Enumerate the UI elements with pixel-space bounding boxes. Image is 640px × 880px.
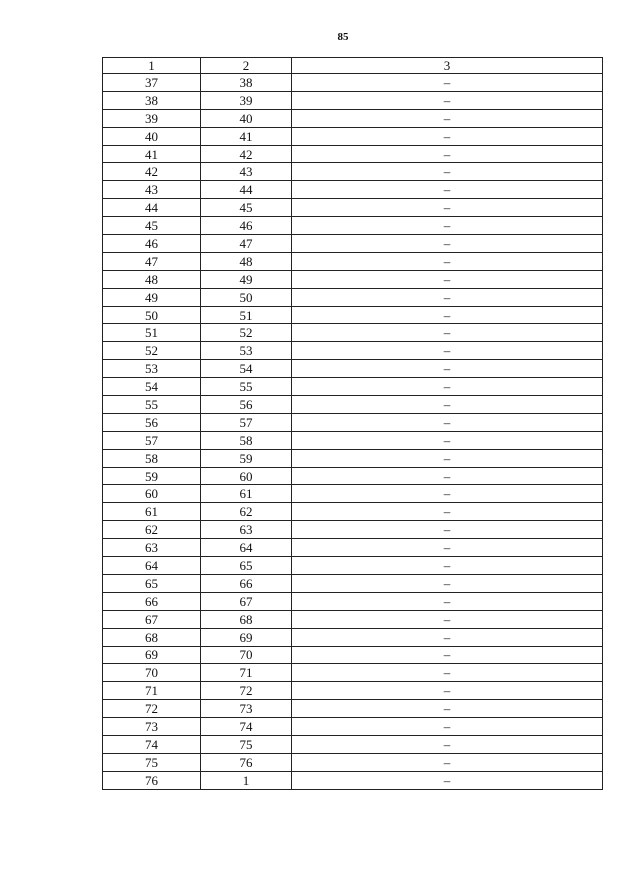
- table-row: [103, 252, 603, 270]
- table-cell-col-2: 50: [201, 288, 292, 306]
- table-cell-col-3: –: [292, 574, 603, 592]
- table-cell-col-1: 56: [103, 413, 201, 431]
- table-cell-col-2: 60: [201, 467, 292, 485]
- table-row: [103, 574, 603, 592]
- table-row: [103, 181, 603, 199]
- table-cell-col-1: 43: [103, 181, 201, 199]
- table-cell-col-2: 51: [201, 306, 292, 324]
- table-cell-col-1: 50: [103, 306, 201, 324]
- table-cell-col-1: 70: [103, 664, 201, 682]
- table-cell-col-1: 53: [103, 360, 201, 378]
- table-cell-col-3: –: [292, 360, 603, 378]
- table-cell-col-3: –: [292, 109, 603, 127]
- table-cell-col-3: –: [292, 413, 603, 431]
- table-cell-col-3: –: [292, 431, 603, 449]
- table-row: [103, 557, 603, 575]
- table-cell-col-1: 76: [103, 771, 201, 789]
- table-cell-col-2: 41: [201, 127, 292, 145]
- table-cell-col-1: 71: [103, 682, 201, 700]
- table-cell-col-1: 75: [103, 753, 201, 771]
- table-row: [103, 664, 603, 682]
- table-row: [103, 91, 603, 109]
- table-cell-col-1: 37: [103, 74, 201, 92]
- table-row: [103, 771, 603, 789]
- table-row: [103, 413, 603, 431]
- table-cell-col-3: –: [292, 646, 603, 664]
- table-cell-col-2: 75: [201, 735, 292, 753]
- table-row: [103, 127, 603, 145]
- table-cell-col-2: 73: [201, 700, 292, 718]
- table-cell-col-3: –: [292, 235, 603, 253]
- table-cell-col-2: 71: [201, 664, 292, 682]
- table-cell-col-2: 55: [201, 378, 292, 396]
- table-cell-col-1: 64: [103, 557, 201, 575]
- table-cell-col-1: 49: [103, 288, 201, 306]
- table-header-row: [103, 58, 603, 74]
- table-cell-col-2: 68: [201, 610, 292, 628]
- table-row: [103, 270, 603, 288]
- table-cell-col-2: 59: [201, 449, 292, 467]
- table-cell-col-2: 1: [201, 771, 292, 789]
- table-cell-col-2: 47: [201, 235, 292, 253]
- table-cell-col-3: –: [292, 378, 603, 396]
- table-cell-col-2: 66: [201, 574, 292, 592]
- table-cell-col-1: 40: [103, 127, 201, 145]
- table-cell-col-2: 74: [201, 718, 292, 736]
- table-cell-col-2: 44: [201, 181, 292, 199]
- table-cell-col-1: 42: [103, 163, 201, 181]
- table-cell-col-1: 63: [103, 539, 201, 557]
- table-cell-col-3: –: [292, 628, 603, 646]
- table-cell-col-1: 69: [103, 646, 201, 664]
- table-cell-col-1: 58: [103, 449, 201, 467]
- table-row: [103, 199, 603, 217]
- table-cell-col-3: –: [292, 127, 603, 145]
- table-cell-col-2: 70: [201, 646, 292, 664]
- table-row: [103, 306, 603, 324]
- table-row: [103, 735, 603, 753]
- table-row: [103, 145, 603, 163]
- table-cell-col-1: 39: [103, 109, 201, 127]
- table-cell-col-3: –: [292, 521, 603, 539]
- table-cell-col-1: 54: [103, 378, 201, 396]
- table-cell-col-1: 73: [103, 718, 201, 736]
- table-cell-col-3: –: [292, 306, 603, 324]
- table-body: [103, 74, 603, 790]
- table-row: [103, 646, 603, 664]
- table-cell-col-3: –: [292, 664, 603, 682]
- table-cell-col-3: –: [292, 467, 603, 485]
- table-cell-col-3: –: [292, 163, 603, 181]
- table-cell-col-2: 46: [201, 217, 292, 235]
- table-cell-col-2: 52: [201, 324, 292, 342]
- table-cell-col-2: 69: [201, 628, 292, 646]
- table-cell-col-2: 49: [201, 270, 292, 288]
- table-cell-col-1: 65: [103, 574, 201, 592]
- table-cell-col-2: 72: [201, 682, 292, 700]
- table-cell-col-3: –: [292, 396, 603, 414]
- table-cell-col-1: 68: [103, 628, 201, 646]
- table-row: [103, 235, 603, 253]
- table-cell-col-2: 40: [201, 109, 292, 127]
- table-cell-col-3: –: [292, 288, 603, 306]
- table-cell-col-1: 47: [103, 252, 201, 270]
- table-cell-col-1: 52: [103, 342, 201, 360]
- table-cell-col-3: –: [292, 145, 603, 163]
- table-cell-col-2: 39: [201, 91, 292, 109]
- table-cell-col-3: –: [292, 682, 603, 700]
- table-row: [103, 753, 603, 771]
- table-cell-col-3: –: [292, 485, 603, 503]
- table-cell-col-3: –: [292, 610, 603, 628]
- table-cell-col-1: 44: [103, 199, 201, 217]
- table-cell-col-1: 60: [103, 485, 201, 503]
- column-header-2: 2: [201, 58, 292, 74]
- table-cell-col-2: 58: [201, 431, 292, 449]
- table-row: [103, 700, 603, 718]
- table-cell-col-3: –: [292, 592, 603, 610]
- table-cell-col-3: –: [292, 753, 603, 771]
- table-cell-col-3: –: [292, 74, 603, 92]
- table-cell-col-2: 57: [201, 413, 292, 431]
- table-cell-col-2: 53: [201, 342, 292, 360]
- table-cell-col-3: –: [292, 771, 603, 789]
- table-cell-col-3: –: [292, 91, 603, 109]
- table-cell-col-1: 67: [103, 610, 201, 628]
- table-cell-col-3: –: [292, 557, 603, 575]
- table-cell-col-3: –: [292, 342, 603, 360]
- table-cell-col-1: 62: [103, 521, 201, 539]
- table-cell-col-3: –: [292, 700, 603, 718]
- table-row: [103, 467, 603, 485]
- table-row: [103, 610, 603, 628]
- table-cell-col-3: –: [292, 270, 603, 288]
- table-row: [103, 718, 603, 736]
- table-cell-col-3: –: [292, 718, 603, 736]
- table-cell-col-2: 65: [201, 557, 292, 575]
- table-row: [103, 342, 603, 360]
- table-cell-col-2: 63: [201, 521, 292, 539]
- table-cell-col-1: 72: [103, 700, 201, 718]
- table-cell-col-2: 42: [201, 145, 292, 163]
- table-cell-col-1: 46: [103, 235, 201, 253]
- table-cell-col-1: 38: [103, 91, 201, 109]
- table-row: [103, 539, 603, 557]
- table-cell-col-1: 41: [103, 145, 201, 163]
- table-cell-col-1: 55: [103, 396, 201, 414]
- table-row: [103, 682, 603, 700]
- table-row: [103, 431, 603, 449]
- table-row: [103, 109, 603, 127]
- table-cell-col-1: 45: [103, 217, 201, 235]
- table-cell-col-3: –: [292, 735, 603, 753]
- table-cell-col-2: 62: [201, 503, 292, 521]
- page-number: 85: [337, 31, 349, 43]
- table-cell-col-3: –: [292, 449, 603, 467]
- table-row: [103, 360, 603, 378]
- table-row: [103, 521, 603, 539]
- table-row: [103, 163, 603, 181]
- table-row: [103, 485, 603, 503]
- table-cell-col-3: –: [292, 539, 603, 557]
- table-row: [103, 74, 603, 92]
- table-cell-col-2: 48: [201, 252, 292, 270]
- table-cell-col-3: –: [292, 181, 603, 199]
- table-row: [103, 288, 603, 306]
- table-cell-col-2: 45: [201, 199, 292, 217]
- table-cell-col-3: –: [292, 252, 603, 270]
- table-cell-col-2: 67: [201, 592, 292, 610]
- table-cell-col-2: 76: [201, 753, 292, 771]
- table-cell-col-3: –: [292, 503, 603, 521]
- data-table: [102, 57, 603, 790]
- table-cell-col-1: 48: [103, 270, 201, 288]
- table-cell-col-1: 59: [103, 467, 201, 485]
- table-cell-col-2: 64: [201, 539, 292, 557]
- table-cell-col-3: –: [292, 199, 603, 217]
- table-cell-col-2: 43: [201, 163, 292, 181]
- table-row: [103, 324, 603, 342]
- table-cell-col-3: –: [292, 217, 603, 235]
- table-cell-col-2: 38: [201, 74, 292, 92]
- table-row: [103, 378, 603, 396]
- table-cell-col-1: 66: [103, 592, 201, 610]
- table-cell-col-2: 54: [201, 360, 292, 378]
- table-cell-col-1: 57: [103, 431, 201, 449]
- table-row: [103, 449, 603, 467]
- table-cell-col-3: –: [292, 324, 603, 342]
- table-row: [103, 592, 603, 610]
- table-cell-col-2: 56: [201, 396, 292, 414]
- table-row: [103, 217, 603, 235]
- table-cell-col-1: 74: [103, 735, 201, 753]
- table-cell-col-2: 61: [201, 485, 292, 503]
- table-row: [103, 396, 603, 414]
- table-cell-col-1: 61: [103, 503, 201, 521]
- column-header-3: 3: [292, 58, 603, 74]
- table-row: [103, 628, 603, 646]
- table-row: [103, 503, 603, 521]
- column-header-1: 1: [103, 58, 201, 74]
- table-cell-col-1: 51: [103, 324, 201, 342]
